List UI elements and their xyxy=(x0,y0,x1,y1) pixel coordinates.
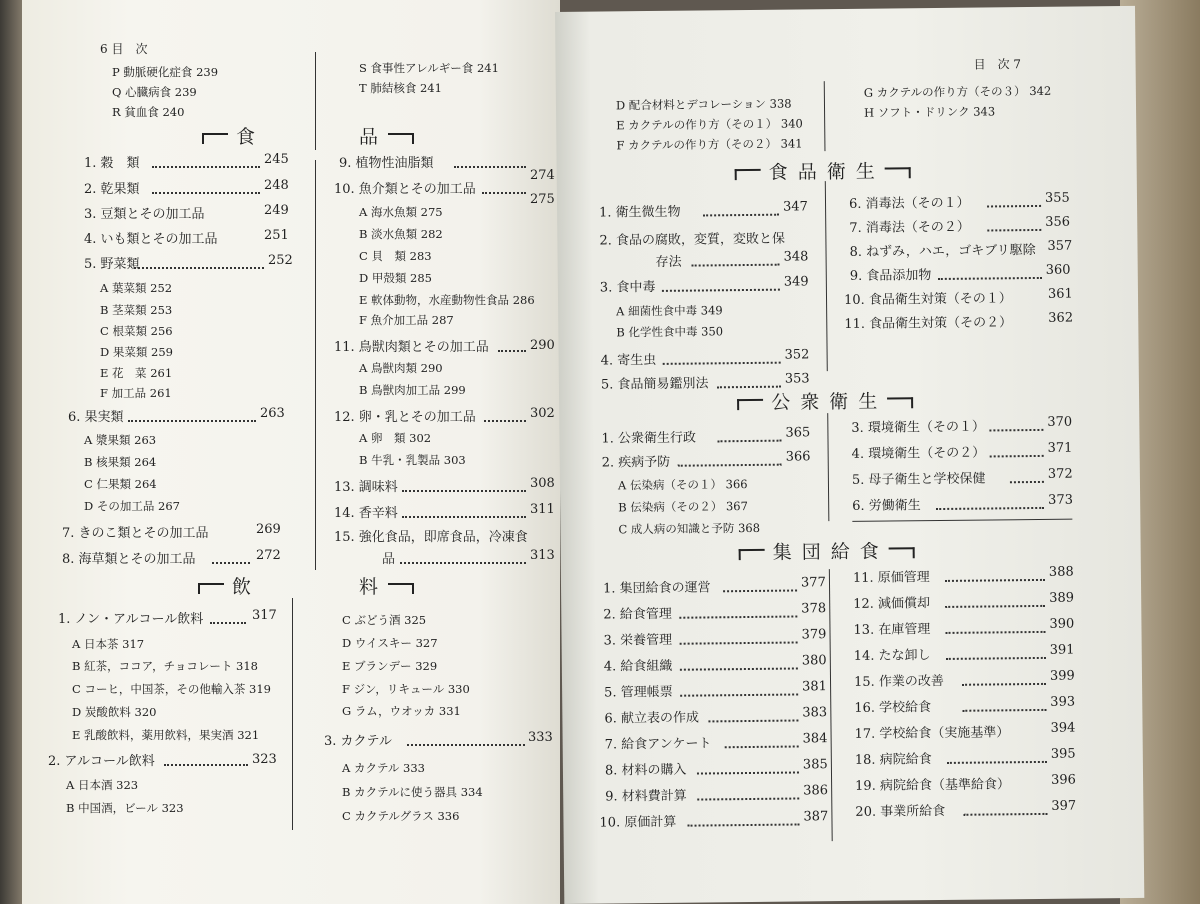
toc-entry: 9. 材料費計算 xyxy=(605,788,687,805)
toc-entry: 11. 原価管理 xyxy=(852,570,930,586)
section-heading-hygiene: 食 品 衛 生 xyxy=(735,156,911,185)
toc-subentry: B 紅茶，ココア，チョコレート 318 xyxy=(72,659,258,673)
toc-subentry: E 軟体動物，水産動物性食品 286 xyxy=(359,293,535,307)
toc-entry: 8. ねずみ，ハエ，ゴキブリ駆除 xyxy=(849,242,1036,260)
section-rule xyxy=(852,519,1072,522)
toc-entry: 19. 病院給食（基準給食） xyxy=(855,777,1011,794)
toc-entry: 6. 果実類 xyxy=(68,410,124,425)
hygiene-right-list: 6. 消毒法（その１） 355 7. 消毒法（その２） 356 8. ねずみ，ハエ，ゴキブリ駆除 357 9. 食品添加物 360 10. 食品衛生対策（その１） 361 11. 食品衛生対策（その２） 362 xyxy=(843,190,1074,332)
section-heading-public-health: 公 衆 衛 生 xyxy=(737,386,913,415)
column-divider xyxy=(824,81,826,151)
toc-entry: 8. 材料の購入 xyxy=(604,762,687,779)
toc-subentry: C コーヒ，中国茶，その他輸入茶 319 xyxy=(72,682,271,696)
toc-subentry: A 漿果類 263 xyxy=(84,433,157,447)
toc-subentry: B 茎菜類 253 xyxy=(100,303,173,317)
toc-entry: 7. 消毒法（その２） xyxy=(849,219,970,236)
column-divider xyxy=(315,160,316,570)
toc-subentry: A 細菌性食中毒 349 xyxy=(616,303,723,319)
toc-subentry: B 化学性食中毒 350 xyxy=(616,324,724,340)
toc-subentry: A カクテル 333 xyxy=(342,761,425,775)
toc-subentry: A 卵 類 302 xyxy=(359,431,432,445)
hygiene-left-list: 1. 衛生微生物 347 2. 食品の腐敗，変質，変敗と保 存法 348 3. 食中毒 349 A 細菌性食中毒 349 B 化学性食中毒 350 4. 寄生虫 352 5. 食品簡易鑑別法 353 xyxy=(599,199,810,393)
toc-entry: 2. 乾果類 xyxy=(84,182,140,197)
public-right-list: 3. 環境衛生（その１） 370 4. 環境衛生（その２） 371 5. 母子衛生と学校保健 372 6. 労働衛生 373 xyxy=(851,414,1074,514)
list-item: F カクテルの作り方（その２） 341 xyxy=(616,136,803,153)
list-item: H ソフト・ドリンク 343 xyxy=(863,104,996,120)
toc-entry: 16. 学校給食 xyxy=(854,700,932,716)
toc-entry: 1. 集団給食の運営 xyxy=(602,580,711,597)
toc-subentry: D 果菜類 259 xyxy=(100,345,173,359)
toc-entry: 14. たな卸し xyxy=(853,648,931,664)
toc-entry: 4. いも類とその加工品 xyxy=(84,232,218,247)
toc-subentry: A 伝染病（その１） 366 xyxy=(617,477,748,493)
toc-entry: 1. 衛生微生物 xyxy=(599,204,681,221)
toc-entry: 20. 事業所給食 xyxy=(855,803,946,820)
toc-entry: 5. 食品簡易鑑別法 xyxy=(600,376,709,393)
toc-subentry: E 花 菜 261 xyxy=(100,366,173,380)
toc-subentry: A 日本茶 317 xyxy=(72,637,145,651)
column-divider xyxy=(292,598,293,830)
column-divider xyxy=(315,52,316,150)
list-item: Q 心臓病食 239 xyxy=(112,85,197,99)
toc-entry-continuation: 存法 xyxy=(655,254,682,270)
section-heading-drink-left: 飲 xyxy=(198,572,253,599)
toc-entry: 4. 給食組織 xyxy=(603,658,673,675)
toc-subentry: A 海水魚類 275 xyxy=(359,205,443,219)
toc-entry: 13. 調味料 xyxy=(334,480,398,495)
toc-entry: 15. 強化食品，即席食品，冷凍食 xyxy=(334,530,528,545)
toc-subentry: B 鳥獣肉加工品 299 xyxy=(359,383,466,397)
toc-subentry: B カクテルに使う器具 334 xyxy=(342,785,483,799)
toc-subentry: B 牛乳・乳製品 303 xyxy=(359,453,466,467)
list-item: S 食事性アレルギー食 241 xyxy=(359,61,499,75)
toc-subentry: F 加工品 261 xyxy=(100,386,172,400)
toc-entry: 11. 鳥獣肉類とその加工品 xyxy=(334,340,489,355)
toc-entry: 3. 食中毒 xyxy=(599,279,656,296)
meal-right-list: 11. 原価管理 388 12. 減価償却 389 13. 在庫管理 390 14. たな卸し 391 15. 作業の改善 399 16. 学校給食 393 17. 学校給食（実施基準） 394 18. 病院給食 395 19. 病院給食（基準給食） 396 20. 事業所給食 397 xyxy=(852,564,1077,820)
toc-entry: 2. 疾病予防 xyxy=(601,454,671,471)
toc-entry: 6. 消毒法（その１） xyxy=(848,195,970,212)
public-left-list: 1. 公衆衛生行政 365 2. 疾病予防 366 A 伝染病（その１） 366 B 伝染病（その２） 367 C 成人病の知識と予防 368 xyxy=(601,425,811,537)
toc-subentry: F 魚介加工品 287 xyxy=(359,313,454,327)
toc-subentry: B 淡水魚類 282 xyxy=(359,227,443,241)
toc-entry: 9. 食品添加物 xyxy=(849,268,932,284)
toc-entry: 17. 学校給食（実施基準） xyxy=(854,725,1010,742)
toc-entry: 1. 穀 類 xyxy=(84,156,140,171)
toc-subentry: B 伝染病（その２） 367 xyxy=(618,499,748,515)
toc-entry: 4. 寄生虫 xyxy=(600,352,657,369)
toc-entry: 5. 野菜類 xyxy=(84,257,140,272)
toc-subentry: A 葉菜類 252 xyxy=(100,281,173,295)
section-heading-food-left: 食 xyxy=(202,122,257,149)
toc-entry: 18. 病院給食 xyxy=(854,752,932,768)
list-item: T 肺結核食 241 xyxy=(359,81,442,95)
toc-subentry: C 成人病の知識と予防 368 xyxy=(618,520,761,537)
section-heading-drink-right: 料 xyxy=(359,572,414,599)
toc-entry: 1. ノン・アルコール飲料 xyxy=(58,612,204,627)
toc-entry: 1. 公衆衛生行政 xyxy=(601,430,697,447)
toc-entry: 10. 食品衛生対策（その１） xyxy=(843,291,1012,308)
toc-subentry: B 核果類 264 xyxy=(84,455,157,469)
column-divider xyxy=(827,413,829,521)
toc-entry: 3. カクテル xyxy=(324,734,392,749)
list-item: E カクテルの作り方（その１） 340 xyxy=(616,116,803,133)
toc-subentry: D 甲殻類 285 xyxy=(359,271,432,285)
toc-subentry: D 炭酸飲料 320 xyxy=(72,705,157,719)
toc-entry: 12. 減価償却 xyxy=(853,596,931,612)
toc-entry: 5. 母子衛生と学校保健 xyxy=(851,471,986,488)
toc-entry: 2. アルコール飲料 xyxy=(48,754,155,769)
toc-entry: 11. 食品衛生対策（その２） xyxy=(844,315,1013,332)
toc-entry-continuation: 品 xyxy=(382,552,396,567)
list-item: G カクテルの作り方（その３） 342 xyxy=(863,83,1052,100)
left-page: 6 目 次 P 動脈硬化症食 239 Q 心臓病食 239 R 貧血食 240 S 食事性アレルギー食 241 T 肺結核食 241 食 品 1. 穀 類 245 2. 乾果類 248 3. 豆類とその加工品 249 4. いも類とその加工品 251 5. 野菜類 252 A 葉菜類 252 B 茎菜類 253 C 根菜類 256 D 果菜類 259 E 花 菜 261 F 加工品 261 6. 果実類 263 A 漿果類 263 B 核果類 264 C 仁果類 264 D その加工品 267 7. きのこ類とその加工品 269 8. 海草類とその加工品 272 9. 植物性油脂類 274 10. 魚介類とその加工品 275 A 海水魚類 275 B 淡水魚類 282 C 貝 類 283 D 甲殻類 285 E 軟体動物，水産動物性食品 286 F 魚介加工品 287 11. 鳥獣肉類とその加工品 290 A 鳥獣肉類 290 B 鳥獣肉加工品 299 12. 卵・乳とその加工品 302 A 卵 類 302 B 牛乳・乳製品 303 13. 調味料 308 14. 香辛料 311 15. 強化食品，即席食品，冷凍食 品 313 飲 料 1. ノン・アルコール飲料 317 A 日本茶 317 B 紅茶，ココア，チョコレート 318 C コーヒ，中国茶，その他輸入茶 319 D 炭酸飲料 320 E 乳酸飲料，薬用飲料，果実酒 321 2. アルコール飲料 323 A 日本酒 323 B 中国酒，ビール 323 C ぶどう酒 325 D ウイスキー 327 E ブランデー 329 F ジン，リキュール 330 G ラム，ウオッカ 331 3. カクテル 333 A カクテル 333 B カクテルに使う器具 334 C カクテルグラス 336 xyxy=(22,0,560,904)
section-heading-food-right: 品 xyxy=(359,122,414,149)
toc-entry: 3. 豆類とその加工品 xyxy=(84,207,205,222)
toc-entry: 2. 食品の腐敗，変質，変敗と保 xyxy=(599,231,786,249)
toc-subentry: F ジン，リキュール 330 xyxy=(342,682,470,696)
meal-left-list: 1. 集団給食の運営 377 2. 給食管理 378 3. 栄養管理 379 4. 給食組織 380 5. 管理帳票 381 6. 献立表の作成 383 7. 給食アンケート 384 8. 材料の購入 385 9. 材料費計算 386 10. 原価計算 387 xyxy=(599,575,829,831)
toc-subentry: C 仁果類 264 xyxy=(84,477,157,491)
toc-entry: 13. 在庫管理 xyxy=(853,622,931,638)
toc-subentry: C ぶどう酒 325 xyxy=(342,613,427,627)
toc-subentry: C 根菜類 256 xyxy=(100,324,173,338)
toc-entry: 12. 卵・乳とその加工品 xyxy=(334,410,476,425)
right-page-header: 目 次 7 xyxy=(973,57,1022,72)
toc-entry: 5. 管理帳票 xyxy=(604,684,673,701)
toc-subentry: D その加工品 267 xyxy=(84,499,180,513)
toc-subentry: B 中国酒，ビール 323 xyxy=(66,801,184,815)
list-item: R 貧血食 240 xyxy=(112,105,185,119)
toc-subentry: E 乳酸飲料，薬用飲料，果実酒 321 xyxy=(72,728,260,742)
toc-entry: 2. 給食管理 xyxy=(603,606,672,623)
toc-subentry: C カクテルグラス 336 xyxy=(342,809,460,823)
left-page-header: 6 目 次 xyxy=(100,42,148,56)
toc-entry: 6. 献立表の作成 xyxy=(604,710,700,727)
toc-entry: 6. 労働衛生 xyxy=(852,498,921,514)
toc-subentry: A 日本酒 323 xyxy=(66,778,139,792)
toc-entry: 10. 魚介類とその加工品 xyxy=(334,182,476,197)
toc-subentry: C 貝 類 283 xyxy=(359,249,432,263)
column-divider xyxy=(829,569,833,841)
toc-entry: 4. 環境衛生（その２） xyxy=(851,445,986,462)
toc-subentry: E ブランデー 329 xyxy=(342,659,438,673)
right-page xyxy=(555,6,1144,904)
toc-entry: 15. 作業の改善 xyxy=(853,673,944,690)
section-heading-group-meal: 集 団 給 食 xyxy=(739,536,915,565)
toc-subentry: D ウイスキー 327 xyxy=(342,636,438,650)
toc-entry: 7. きのこ類とその加工品 xyxy=(62,526,209,541)
toc-entry: 14. 香辛料 xyxy=(334,506,398,521)
toc-entry: 3. 栄養管理 xyxy=(603,632,673,649)
toc-subentry: A 鳥獣肉類 290 xyxy=(359,361,443,375)
toc-entry: 7. 給食アンケート xyxy=(604,736,712,753)
toc-entry: 9. 植物性油脂類 xyxy=(339,156,434,171)
column-divider xyxy=(825,181,828,371)
toc-subentry: G ラム，ウオッカ 331 xyxy=(342,704,461,718)
toc-entry: 10. 原価計算 xyxy=(599,814,677,831)
toc-entry: 8. 海草類とその加工品 xyxy=(62,552,196,567)
list-item: P 動脈硬化症食 239 xyxy=(112,65,219,79)
toc-entry: 3. 環境衛生（その１） xyxy=(851,419,985,436)
list-item: D 配合材料とデコレーション 338 xyxy=(615,96,792,113)
